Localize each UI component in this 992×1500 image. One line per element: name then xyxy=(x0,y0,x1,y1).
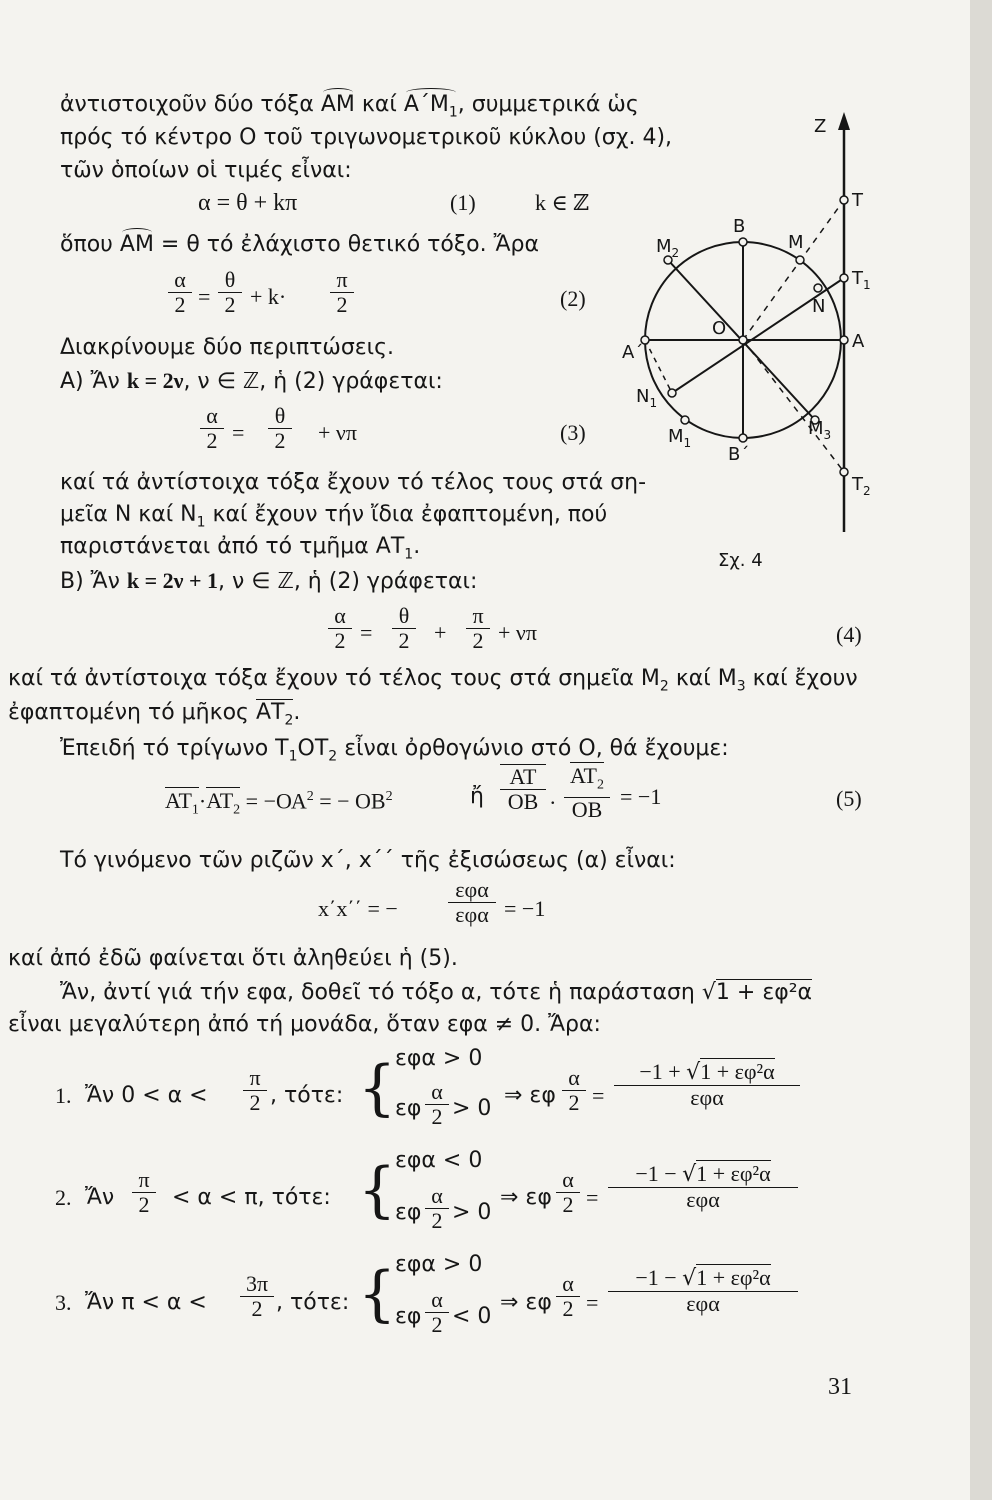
item2-cond-b: < α < π, τότε: xyxy=(172,1185,331,1210)
eq-prod-rhs: = −1 xyxy=(504,896,546,921)
item2-brace: { xyxy=(358,1155,397,1225)
eq3-frac-alpha: $\frac{\alpha}{2}$ xyxy=(200,404,224,453)
label-b: B xyxy=(733,216,746,237)
eq-prod-lhs: x΄x΄΄ = − xyxy=(318,896,398,921)
label-b-prime: B΄ xyxy=(728,444,750,465)
item1-half: $\frac{\alpha}{2}$ xyxy=(562,1066,586,1115)
item2-num: 2. xyxy=(55,1185,72,1210)
item3-cond-b: , τότε: xyxy=(276,1290,350,1315)
item1-cond-b: , τότε: xyxy=(270,1083,344,1108)
label-m2: $M_2$ xyxy=(656,236,680,260)
eq3-tail: + νπ xyxy=(318,420,357,445)
item2-sys1: εφα < 0 xyxy=(395,1148,483,1173)
label-n1: $N_1$ xyxy=(636,386,658,410)
opou-line: ὅπου AM = θ τό ἐλάχιστο θετικό τόξο. Ἄρα xyxy=(60,232,539,258)
eq1-condition: k ∈ ℤ xyxy=(535,190,590,215)
item2-impl: ⇒ εφ xyxy=(500,1185,552,1210)
arc-am1: A΄M xyxy=(403,92,449,117)
item3-sys1: εφα > 0 xyxy=(395,1252,483,1277)
label-n: N xyxy=(812,296,826,317)
triangle-line: Ἐπειδή τό τρίγωνο $T_1OT_2$ εἶναι ὀρθογώνιο στό Ο, θά ἔχουμε: xyxy=(60,736,729,765)
text-a-line3: παριστάνεται ἀπό τό τμῆμα $AT_1$. xyxy=(60,534,421,563)
eq4-tail: + νπ xyxy=(498,620,537,645)
figure-caption: Σχ. 4 xyxy=(718,550,763,571)
eq5-frac2: $\frac{AT_2}{OB}$ xyxy=(564,764,610,822)
item1-result: −1 + √1 + εφ²α εφα xyxy=(614,1060,800,1110)
item1-sys2: εφ xyxy=(395,1096,422,1121)
eq1-expr: α = θ + kπ xyxy=(198,190,298,216)
label-t2: $T_2$ xyxy=(852,474,871,498)
label-a: A xyxy=(852,331,865,352)
diakrinoume: Διακρίνουμε δύο περιπτώσεις. xyxy=(60,335,395,360)
item3-half: $\frac{\alpha}{2}$ xyxy=(556,1272,580,1321)
text-a-line1: καί τά ἀντίστοιχα τόξα ἔχουν τό τέλος τους στά ση- xyxy=(60,470,647,495)
eq-prod-frac: εφα εφα xyxy=(448,878,496,927)
eq4-frac-pi: $\frac{\pi}{2}$ xyxy=(466,604,490,653)
label-a-prime: A΄ xyxy=(622,342,644,363)
item2-result: −1 − √1 + εφ²α εφα xyxy=(608,1162,798,1212)
item3-sys2-rel: < 0 xyxy=(452,1304,492,1329)
instead-line2: εἶναι μεγαλύτερη ἀπό τή μονάδα, ὅταν εφα ≠ 0. Ἄρα: xyxy=(8,1012,601,1037)
case-b-line: B) Ἄν k = 2ν + 1, ν ∈ ℤ, ἡ (2) γράφεται: xyxy=(60,568,478,594)
dashed-m1-t2 xyxy=(743,340,844,472)
item2-half: $\frac{\alpha}{2}$ xyxy=(556,1168,580,1217)
item1-sys1: εφα > 0 xyxy=(395,1046,483,1071)
item2-sys2-rel: > 0 xyxy=(452,1200,492,1225)
eq5-rhs: = −1 xyxy=(620,784,662,809)
eq1-label: (1) xyxy=(450,190,476,215)
item3-result: −1 − √1 + εφ²α εφα xyxy=(608,1266,798,1316)
verify-line: καί ἀπό ἐδῶ φαίνεται ὅτι ἀληθεύει ἡ (5). xyxy=(8,946,458,971)
product-line: Τό γινόμενο τῶν ριζῶν x΄, x΄΄ τῆς ἐξισώσεως (α) εἶναι: xyxy=(60,848,676,873)
eq5-label: (5) xyxy=(836,786,862,811)
item1-brace: { xyxy=(358,1053,397,1123)
item1-impl: ⇒ εφ xyxy=(504,1083,556,1108)
item2-sys2: εφ xyxy=(395,1200,422,1225)
eq2-frac-pi: $\frac{\pi}{2}$ xyxy=(330,268,354,317)
item3-sys2: εφ xyxy=(395,1304,422,1329)
eq2-frac-theta: $\frac{\theta}{2}$ xyxy=(218,268,242,317)
item3-impl: ⇒ εφ xyxy=(500,1290,552,1315)
item2-sys2-frac: $\frac{\alpha}{2}$ xyxy=(425,1184,449,1233)
eq3-label: (3) xyxy=(560,420,586,445)
label-m3: $M_3$ xyxy=(808,418,832,442)
label-o: O xyxy=(712,318,727,339)
case-a-line: A) Ἄν k = 2ν, ν ∈ ℤ, ἡ (2) γράφεται: xyxy=(60,368,443,394)
label-z: Z xyxy=(814,116,827,137)
item3-cond-frac: $\frac{3\pi}{2}$ xyxy=(240,1272,274,1321)
arc-am: AM xyxy=(320,92,355,117)
text-b-line2: ἐφαπτομένη τό μῆκος $AT_2$. xyxy=(8,700,301,729)
dashed-m-t xyxy=(743,200,844,340)
para1-line3: τῶν ὁποίων οἱ τιμές εἶναι: xyxy=(60,158,352,183)
label-t1: $T_1$ xyxy=(852,268,871,292)
eq5-or: ἤ xyxy=(470,784,484,809)
eq4-label: (4) xyxy=(836,622,862,647)
figure-4-unit-circle xyxy=(600,100,900,580)
item2-cond-frac: $\frac{\pi}{2}$ xyxy=(132,1168,156,1217)
item1-sys2-rel: > 0 xyxy=(452,1096,492,1121)
para1-line1: ἀντιστοιχοῦν δύο τόξα AM καί $A΄M_1$, συμμετρικά ὡς xyxy=(60,92,639,125)
text-a-line2: μεῖα Ν καί $N_1$ καί ἔχουν τήν ἴδια ἐφαπτομένη, πού xyxy=(60,502,608,531)
eq2-label: (2) xyxy=(560,286,586,311)
eq2-frac-alpha: $\frac{\alpha}{2}$ xyxy=(168,268,192,317)
item1-num: 1. xyxy=(55,1083,72,1108)
eq2-plus-k: + k· xyxy=(250,284,287,309)
page-number: 31 xyxy=(828,1374,852,1400)
item1-cond: Ἄν 0 < α < xyxy=(85,1083,208,1108)
eq5-lhs: $AT_1\cdot AT_2 = -OA^2$ = − $OB^2$ xyxy=(165,788,393,818)
text-b-line1: καί τά ἀντίστοιχα τόξα ἔχουν τό τέλος τους στά σημεῖα $M_2$ καί $M_3$ καί ἔχουν xyxy=(8,666,858,695)
item1-sys2-frac: $\frac{\alpha}{2}$ xyxy=(425,1080,449,1129)
item3-brace: { xyxy=(358,1259,397,1329)
eq4-frac-alpha: $\frac{\alpha}{2}$ xyxy=(328,604,352,653)
instead-line1: Ἄν, ἀντί γιά τήν εφα, δοθεῖ τό τόξο α, τότε ἡ παράσταση √1 + εφ²α xyxy=(60,980,813,1005)
para1-line2: πρός τό κέντρο Ο τοῦ τριγωνομετρικοῦ κύκλου (σχ. 4), xyxy=(60,125,673,150)
arrow-head xyxy=(838,112,850,130)
item2-cond: Ἄν xyxy=(85,1185,115,1210)
eq3-frac-theta: $\frac{\theta}{2}$ xyxy=(268,404,292,453)
eq5-frac1: $\frac{AT}{OB}$ xyxy=(500,764,546,814)
item1-cond-frac: $\frac{\pi}{2}$ xyxy=(243,1066,267,1115)
page-edge xyxy=(970,0,992,1500)
item3-cond: Ἄν π < α < xyxy=(85,1290,207,1315)
label-m1: $M_1$ xyxy=(668,426,692,450)
label-m: M xyxy=(788,232,804,253)
item3-sys2-frac: $\frac{\alpha}{2}$ xyxy=(425,1288,449,1337)
item3-num: 3. xyxy=(55,1290,72,1315)
label-t: T xyxy=(852,190,863,211)
eq4-frac-theta: $\frac{\theta}{2}$ xyxy=(392,604,416,653)
